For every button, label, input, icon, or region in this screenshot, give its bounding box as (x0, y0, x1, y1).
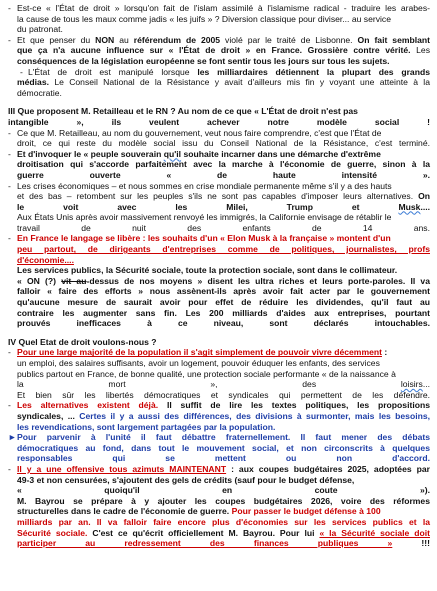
text-run: falloir « faire des efforts » nous assènent-ils après avoir fait acter par le gouvernement (17, 286, 430, 297)
text-run: M. Bayrou se prépare à y ajouter les coupes budgétaires 2026, voire des réformes (17, 495, 430, 506)
arrow-bullet-icon: ► (8, 432, 17, 443)
text-run: L'État de droit est manipulé lorsque (28, 66, 198, 77)
text-run: Il y a une offensive tous azimuts MAINTENANT (17, 463, 227, 474)
dash-bullet: - (8, 463, 11, 474)
text-run: !!! (392, 538, 430, 549)
text-line (8, 106, 430, 117)
text-line (8, 244, 430, 255)
text-line (8, 56, 430, 67)
text-line (8, 358, 430, 369)
text-run: .... (420, 201, 430, 212)
text-run: droitisation qui s'accorde parfaitement avec la marche à l'économie de guerre, sinon à la (17, 159, 430, 170)
text-line (8, 45, 430, 56)
text-run: qu'il (163, 148, 182, 159)
text-line (8, 88, 430, 99)
text-run: Musk (398, 201, 421, 212)
text-line (8, 379, 430, 390)
text-run: ... (422, 379, 430, 390)
text-line (8, 517, 430, 528)
text-run: : aux coupes budgétaires 2025, adoptées par (226, 463, 430, 474)
text-line (8, 138, 430, 149)
text-run: démocratiques au fond, dans tout le mouvement social, et non circonscrits à quelques (17, 442, 430, 453)
text-run: IV Quel Etat de droit voulons-nous ? (8, 336, 157, 347)
text-line (8, 506, 430, 517)
text-run: qu'aucune mesure de saurait avoir pour effet de réduire les dividendes, qu'il faut au (17, 297, 430, 308)
text-run: On fait semblant (357, 34, 431, 45)
text-run: d'économie.... (17, 254, 74, 265)
text-run: les revendications, sont largement partagées par la population. (17, 421, 276, 432)
text-run: : (381, 347, 388, 358)
text-line (8, 3, 430, 14)
text-line (8, 318, 430, 329)
text-run: responsables qui se mettent ou non d'accord. (17, 453, 430, 464)
text-run: 49-3 et non censurées, s'ajoutent des gels de crédits (sauf pour le budget défense, (17, 474, 355, 485)
text-run: loisirs (400, 379, 423, 390)
text-line (8, 286, 430, 297)
dash-bullet: - (8, 148, 11, 159)
text-run: Il suffit de lire les textes politiques, les propositions (158, 400, 430, 411)
text-line (8, 496, 430, 507)
dash-bullet: - (8, 400, 11, 411)
text-run: Sécurité sociale. (17, 527, 88, 538)
text-run: un emploi, des salaires suffisants, avoir un logement, pouvoir éduquer les enfants, des services (17, 358, 380, 368)
text-run: Aux États Unis après avoir massivement renvoyé les immigrés, la Californie envisage de rétablir le (17, 212, 392, 223)
text-line (8, 422, 430, 433)
text-line (8, 411, 430, 422)
text-line (8, 24, 430, 35)
text-run: III Que proposent M. Retailleau et le RN ? Au nom de ce que « L'État de droit n'est pas (8, 106, 358, 117)
dash-bullet: - (20, 66, 23, 77)
text-run: « ON (?) (17, 275, 62, 286)
text-line (8, 202, 430, 213)
text-run: Les alternatives existent déjà. (17, 400, 159, 411)
text-run: la cause de tous les maux comme jadis « les juifs » ? Diversion classique pour diviser... au service (17, 13, 391, 24)
text-line (8, 347, 430, 358)
text-run: souhaite incarner dans une démarche d'extrême (181, 148, 381, 159)
dash-bullet: - (8, 233, 11, 244)
text-line (8, 212, 430, 223)
dash-bullet: - (8, 347, 11, 358)
text-line (8, 255, 430, 266)
text-run: « la Sécurité sociale doit (319, 527, 430, 538)
text-run: Le Conseil National de la Résistance y avait d'ailleurs mis fin y voyant une atteinte à la (49, 77, 430, 88)
text-run: les milliardaires détiennent la plupart des grands (197, 66, 430, 77)
text-run: Et bien sûr les libertés démocratiques et syndicales qui permettent de les défendre. (17, 389, 430, 400)
text-line (8, 297, 430, 308)
text-run: Pour une large majorité de la population il s'agit simplement de pouvoir vivre décemment (17, 347, 382, 358)
section-gap (8, 329, 430, 337)
text-run: NON (95, 34, 115, 45)
text-line (8, 308, 430, 319)
text-line (8, 233, 430, 244)
text-run: au (114, 34, 134, 45)
text-line (8, 265, 430, 276)
text-line (8, 128, 430, 139)
section-gap (8, 98, 430, 106)
text-line (8, 538, 430, 549)
text-run: le voit avec les Milei, Trump et (17, 201, 399, 212)
text-run: Les crises économiques – et nous sommes en crise mondiale permanente même s'il y a des hauts (17, 180, 392, 191)
text-line (8, 149, 430, 160)
text-run: guerre ouverte « de haute intensité ». (17, 169, 430, 180)
text-run: du patronat. (17, 24, 63, 35)
dash-bullet: - (8, 127, 11, 138)
text-line (8, 77, 430, 88)
text-line (8, 276, 430, 287)
text-line (8, 67, 430, 78)
text-run: On (418, 191, 430, 202)
text-run: milliards par an. Il va falloir faire encore plus d'économies sur les services publics et la (17, 516, 430, 527)
text-run: C'est ce qu'écrit officiellement M. Bayrou. Pour lui (87, 527, 320, 538)
text-line (8, 390, 430, 401)
text-run: démocratie. (17, 87, 62, 98)
text-line (8, 464, 430, 475)
document-page (8, 3, 430, 549)
text-run: -dessus de nos moyens » disent les ultra riches et leurs porte-paroles. Il va (86, 275, 430, 286)
text-line (8, 14, 430, 25)
text-run: contraire les augmenter sans fin. Les 200 milliards d'aides aux entreprises, pourtant (17, 307, 430, 318)
text-run: la mort », des (17, 379, 401, 390)
text-run: « quoiqu'il en coute »). (17, 485, 430, 496)
text-line (8, 485, 430, 496)
text-run: que ça n'a aucune influence sur « l'État de droit » en France. Grossière contre vérité. (17, 45, 411, 56)
text-run: Et d'invoquer le « peuple souverain (17, 148, 164, 159)
text-run: Est-ce « l'État de droit » lorsqu'on fait de l'islam assimilé à l'islamisme radical - traduire les arabes- (17, 3, 430, 13)
text-run: structurelles dans le cadre de l'économie de guerre. (17, 506, 232, 517)
text-run: Certes il y a aussi des différences, des divisions à surmonter, mais les besoins, (79, 410, 431, 421)
text-run: Les (410, 45, 430, 56)
text-run: et des bas – retombent sur les peuples s'ils ne sont pas capables d'imposer leurs alternatives. (17, 191, 419, 202)
text-run: intangible », ils veulent achever notre modèle social ! (8, 116, 430, 127)
text-run: participer au redressement des finances publiques » (17, 538, 393, 549)
dash-bullet: - (8, 3, 11, 13)
text-run: violé par le traité de Lisbonne. (220, 34, 358, 45)
text-run: En France le langage se libère : les souhaits d'un « Elon Musk à la française » montent d'un (17, 233, 391, 244)
text-run: vit au (61, 275, 87, 286)
text-run: Pour passer le budget défense à 100 (231, 506, 381, 517)
text-line (8, 443, 430, 454)
text-run: Et que penser du (17, 34, 96, 45)
dash-bullet: - (8, 180, 11, 191)
text-run: peu partout, de dirigeants d'entreprises comme de politiques, journalistes, profs (17, 244, 430, 255)
text-line (8, 337, 430, 348)
text-line (8, 159, 430, 170)
text-run: prouvés inefficaces à ce niveau, sont déclarés intouchables. (17, 318, 430, 329)
text-run: syndicales, ... (17, 410, 80, 421)
text-line (8, 475, 430, 486)
text-line (8, 528, 430, 539)
text-line (8, 400, 430, 411)
text-run: publics partout en France, de bonne qualité, une protection sociale performante « de la naissance à (17, 368, 396, 379)
text-run: Ce que M. Retailleau, au nom du gouvernement, veut nous faire comprendre, c'est que l'État de (17, 127, 382, 138)
text-line (8, 35, 430, 46)
text-run: médias. (17, 77, 50, 88)
text-run: conséquences de la législation européenne se font sentir tous les jours sur tous les sujets. (17, 55, 390, 66)
text-run: Les services publics, la Sécurité sociale, toute la protection sociale, sont dans le collimateur. (17, 265, 398, 276)
text-run: travail de nuit des enfants de 14 ans. (17, 222, 430, 233)
text-line (8, 117, 430, 128)
text-line (8, 191, 430, 202)
text-line (8, 432, 430, 443)
text-line (8, 170, 430, 181)
text-line (8, 181, 430, 192)
text-line (8, 453, 430, 464)
text-line (8, 369, 430, 380)
text-run: Pour parvenir à l'unité il faut débattre fraternellement. Il faut mener des débats (17, 432, 430, 443)
text-run: droit, ce qui reste du modèle social issu du Conseil National de la Résistance, c'est terminé. (17, 138, 430, 149)
text-line (8, 223, 430, 234)
dash-bullet: - (8, 34, 11, 45)
text-run: référendum de 2005 (133, 34, 221, 45)
